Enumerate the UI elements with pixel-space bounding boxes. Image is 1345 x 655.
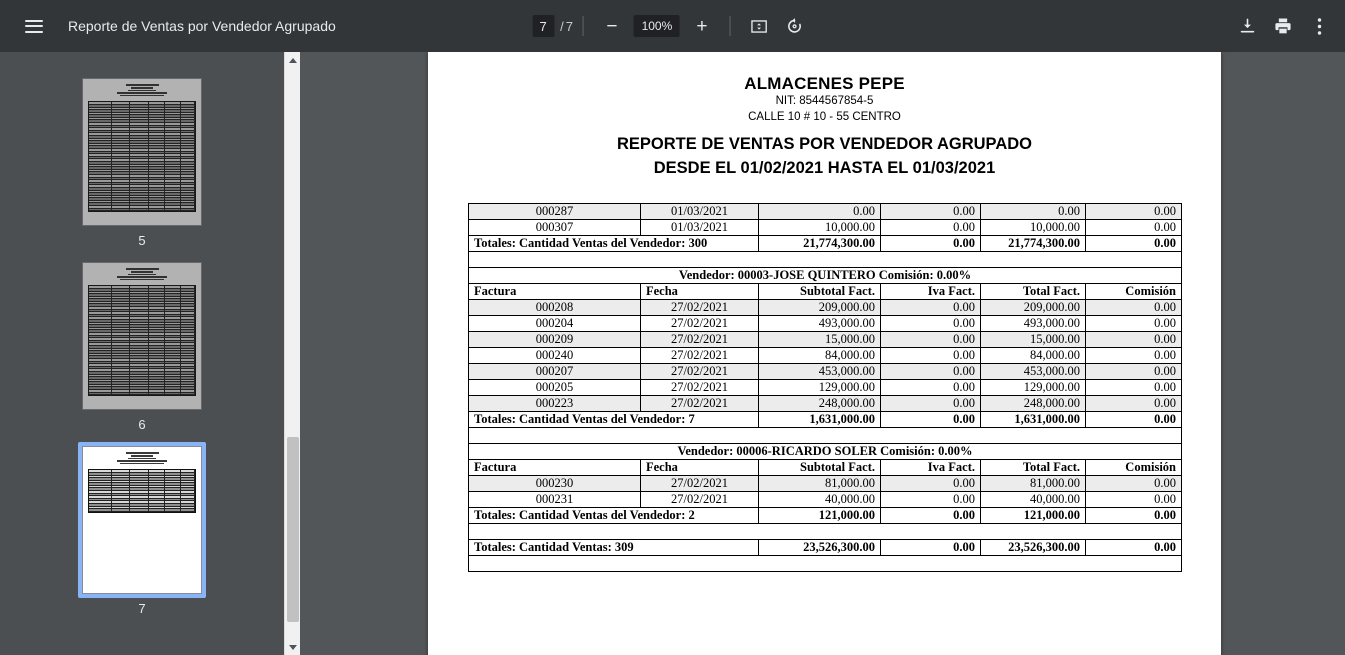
cell-iva: 0.00 (881, 315, 981, 331)
hamburger-lines (25, 20, 43, 33)
cell-total: Total Fact. (981, 459, 1086, 475)
cell-iva: 0.00 (881, 347, 981, 363)
cell-iva: 0.00 (881, 475, 981, 491)
cell-iva: 0.00 (881, 395, 981, 411)
print-icon[interactable] (1265, 8, 1301, 44)
cell-fecha: 27/02/2021 (641, 475, 759, 491)
more-options-icon[interactable] (1301, 8, 1337, 44)
page-content (428, 52, 1221, 572)
cell-subtotal: 209,000.00 (759, 299, 881, 315)
cell-total: 0.00 (981, 203, 1086, 219)
cell-subtotal: 10,000.00 (759, 219, 881, 235)
cell-factura: 000287 (469, 203, 641, 219)
cell-iva: 0.00 (881, 299, 981, 315)
cell-total: 493,000.00 (981, 315, 1086, 331)
cell-fecha: 27/02/2021 (641, 315, 759, 331)
cell-fecha: Fecha (641, 459, 759, 475)
spacer-cell (469, 555, 1182, 571)
cell-iva: 0.00 (881, 411, 981, 427)
vendor-header-label: Vendedor: 00003-JOSE QUINTERO Comisión: 0.00% (469, 267, 1182, 283)
spacer-cell (469, 523, 1182, 539)
cell-comision: 0.00 (1086, 539, 1182, 555)
zoom-out-button[interactable] (594, 8, 630, 44)
thumbnail-sidebar (0, 52, 300, 655)
cell-factura: 000231 (469, 491, 641, 507)
cell-subtotal: 0.00 (759, 203, 881, 219)
toolbar-divider (583, 16, 584, 36)
spacer-row (469, 251, 1182, 267)
totals-label: Totales: Cantidad Ventas del Vendedor: 300 (469, 235, 759, 251)
report-date-range: DESDE EL 01/02/2021 HASTA EL 01/03/2021 (653, 158, 996, 177)
scrollbar-thumb[interactable] (287, 437, 299, 622)
cell-comision: 0.00 (1086, 299, 1182, 315)
pdf-page (428, 52, 1221, 655)
print-glyph (1273, 16, 1293, 36)
cell-factura: 000204 (469, 315, 641, 331)
cell-comision: 0.00 (1086, 331, 1182, 347)
spacer-cell (469, 251, 1182, 267)
fit-to-page-icon[interactable] (741, 8, 777, 44)
vendor-totals-row (469, 507, 1182, 523)
fit-to-page-glyph (749, 17, 768, 36)
cell-iva: 0.00 (881, 379, 981, 395)
cell-fecha: Fecha (641, 283, 759, 299)
rotate-icon[interactable] (777, 8, 813, 44)
cell-comision: 0.00 (1086, 219, 1182, 235)
page-total-count: 7 (565, 18, 573, 34)
cell-total: 209,000.00 (981, 299, 1086, 315)
zoom-in-label: + (696, 15, 708, 37)
cell-subtotal: 81,000.00 (759, 475, 881, 491)
cell-iva: Iva Fact. (881, 283, 981, 299)
zoom-out-label: − (606, 15, 618, 37)
spacer-cell (469, 427, 1182, 443)
cell-fecha: 27/02/2021 (641, 379, 759, 395)
thumbnail-page-7[interactable] (78, 442, 206, 598)
scroll-up-arrow-icon[interactable] (285, 52, 300, 68)
vendor-totals-row (469, 235, 1182, 251)
cell-fecha: 27/02/2021 (641, 331, 759, 347)
cell-iva: 0.00 (881, 219, 981, 235)
cell-subtotal: 248,000.00 (759, 395, 881, 411)
thumbnail-page-5[interactable] (78, 74, 206, 230)
pdf-toolbar (0, 0, 1345, 52)
table-row (469, 363, 1182, 379)
cell-factura: 000307 (469, 219, 641, 235)
table-row (469, 395, 1182, 411)
toolbar-divider (730, 16, 731, 36)
cell-total: 21,774,300.00 (981, 235, 1086, 251)
download-icon[interactable] (1229, 8, 1265, 44)
cell-total: Total Fact. (981, 283, 1086, 299)
cell-total: 10,000.00 (981, 219, 1086, 235)
cell-comision: 0.00 (1086, 411, 1182, 427)
cell-total: 129,000.00 (981, 379, 1086, 395)
cell-factura: Factura (469, 283, 641, 299)
cell-factura: 000223 (469, 395, 641, 411)
thumbnail-container (0, 52, 284, 626)
cell-iva: Iva Fact. (881, 459, 981, 475)
cell-factura: 000230 (469, 475, 641, 491)
report-table-body (469, 203, 1182, 571)
cell-factura: 000207 (469, 363, 641, 379)
thumbnail-page-6[interactable] (78, 258, 206, 414)
cell-subtotal: Subtotal Fact. (759, 459, 881, 475)
cell-fecha: 27/02/2021 (641, 299, 759, 315)
sidebar-scrollbar[interactable] (284, 52, 300, 655)
table-row (469, 379, 1182, 395)
cell-iva: 0.00 (881, 363, 981, 379)
scroll-down-arrow-icon[interactable] (285, 639, 300, 655)
cell-comision: 0.00 (1086, 491, 1182, 507)
cell-fecha: 01/03/2021 (641, 219, 759, 235)
table-row (469, 203, 1182, 219)
company-name: ALMACENES PEPE (744, 74, 905, 93)
spacer-row (469, 555, 1182, 571)
cell-comision: 0.00 (1086, 379, 1182, 395)
grand-totals-row (469, 539, 1182, 555)
table-row (469, 299, 1182, 315)
cell-total: 23,526,300.00 (981, 539, 1086, 555)
company-address: CALLE 10 # 10 - 55 CENTRO (748, 110, 901, 123)
thumbnail-list[interactable] (0, 52, 284, 655)
cell-iva: 0.00 (881, 203, 981, 219)
cell-factura: 000209 (469, 331, 641, 347)
cell-fecha: 01/03/2021 (641, 203, 759, 219)
cell-fecha: 27/02/2021 (641, 491, 759, 507)
cell-total: 40,000.00 (981, 491, 1086, 507)
cell-factura: 000205 (469, 379, 641, 395)
table-row (469, 331, 1182, 347)
table-row (469, 347, 1182, 363)
vendor-header-label: Vendedor: 00006-RICARDO SOLER Comisión: 0.00% (469, 443, 1182, 459)
cell-comision: 0.00 (1086, 363, 1182, 379)
cell-subtotal: Subtotal Fact. (759, 283, 881, 299)
cell-comision: 0.00 (1086, 235, 1182, 251)
pdf-viewer[interactable] (300, 52, 1345, 655)
cell-iva: 0.00 (881, 507, 981, 523)
cell-subtotal: 15,000.00 (759, 331, 881, 347)
cell-comision: 0.00 (1086, 315, 1182, 331)
cell-factura: 000240 (469, 347, 641, 363)
thumbnail-page-number: 5 (138, 233, 146, 248)
report-title: REPORTE DE VENTAS POR VENDEDOR AGRUPADO (617, 135, 1032, 154)
company-nit: NIT: 8544567854-5 (775, 95, 874, 107)
cell-total: 1,631,000.00 (981, 411, 1086, 427)
cell-iva: 0.00 (881, 331, 981, 347)
cell-total: 81,000.00 (981, 475, 1086, 491)
vendor-header-row (469, 267, 1182, 283)
table-row (469, 491, 1182, 507)
thumbnail-page-number: 7 (138, 601, 146, 616)
thumbnail-page-number: 6 (138, 417, 146, 432)
cell-fecha: 27/02/2021 (641, 395, 759, 411)
cell-comision: 0.00 (1086, 507, 1182, 523)
cell-comision: 0.00 (1086, 395, 1182, 411)
cell-factura: 000208 (469, 299, 641, 315)
cell-comision: 0.00 (1086, 475, 1182, 491)
rotate-glyph (785, 16, 805, 36)
cell-total: 453,000.00 (981, 363, 1086, 379)
cell-subtotal: 121,000.00 (759, 507, 881, 523)
hamburger-menu-icon[interactable] (16, 8, 52, 44)
cell-total: 248,000.00 (981, 395, 1086, 411)
cell-fecha: 27/02/2021 (641, 363, 759, 379)
table-row (469, 475, 1182, 491)
vendor-totals-row (469, 411, 1182, 427)
totals-label: Totales: Cantidad Ventas: 309 (469, 539, 759, 555)
cell-subtotal: 23,526,300.00 (759, 539, 881, 555)
cell-comision: Comisión (1086, 459, 1182, 475)
column-header-row (469, 283, 1182, 299)
page-separator: / (560, 18, 564, 34)
cell-subtotal: 21,774,300.00 (759, 235, 881, 251)
cell-iva: 0.00 (881, 539, 981, 555)
cell-comision: Comisión (1086, 283, 1182, 299)
totals-label: Totales: Cantidad Ventas del Vendedor: 7 (469, 411, 759, 427)
table-row (469, 219, 1182, 235)
totals-label: Totales: Cantidad Ventas del Vendedor: 2 (469, 507, 759, 523)
spacer-row (469, 523, 1182, 539)
more-options-glyph (1317, 17, 1322, 36)
cell-total: 121,000.00 (981, 507, 1086, 523)
cell-subtotal: 1,631,000.00 (759, 411, 881, 427)
toolbar-actions-group (1229, 0, 1337, 52)
zoom-level-field[interactable]: 100% (634, 15, 680, 37)
cell-subtotal: 129,000.00 (759, 379, 881, 395)
document-title: Reporte de Ventas por Vendedor Agrupado (68, 18, 336, 34)
cell-comision: 0.00 (1086, 203, 1182, 219)
column-header-row (469, 459, 1182, 475)
cell-subtotal: 40,000.00 (759, 491, 881, 507)
cell-subtotal: 84,000.00 (759, 347, 881, 363)
cell-iva: 0.00 (881, 235, 981, 251)
cell-subtotal: 493,000.00 (759, 315, 881, 331)
zoom-in-button[interactable] (684, 8, 720, 44)
download-glyph (1238, 17, 1257, 36)
cell-iva: 0.00 (881, 491, 981, 507)
thumbnail-image (82, 78, 202, 226)
thumbnail-image (82, 262, 202, 410)
page-navigation-group (532, 0, 813, 52)
cell-subtotal: 453,000.00 (759, 363, 881, 379)
cell-fecha: 27/02/2021 (641, 347, 759, 363)
table-row (469, 315, 1182, 331)
cell-total: 84,000.00 (981, 347, 1086, 363)
cell-total: 15,000.00 (981, 331, 1086, 347)
thumbnail-image (82, 446, 202, 594)
sales-report-table (468, 203, 1182, 572)
spacer-row (469, 427, 1182, 443)
cell-comision: 0.00 (1086, 347, 1182, 363)
cell-factura: Factura (469, 459, 641, 475)
page-number-input[interactable] (532, 15, 554, 37)
vendor-header-row (469, 443, 1182, 459)
